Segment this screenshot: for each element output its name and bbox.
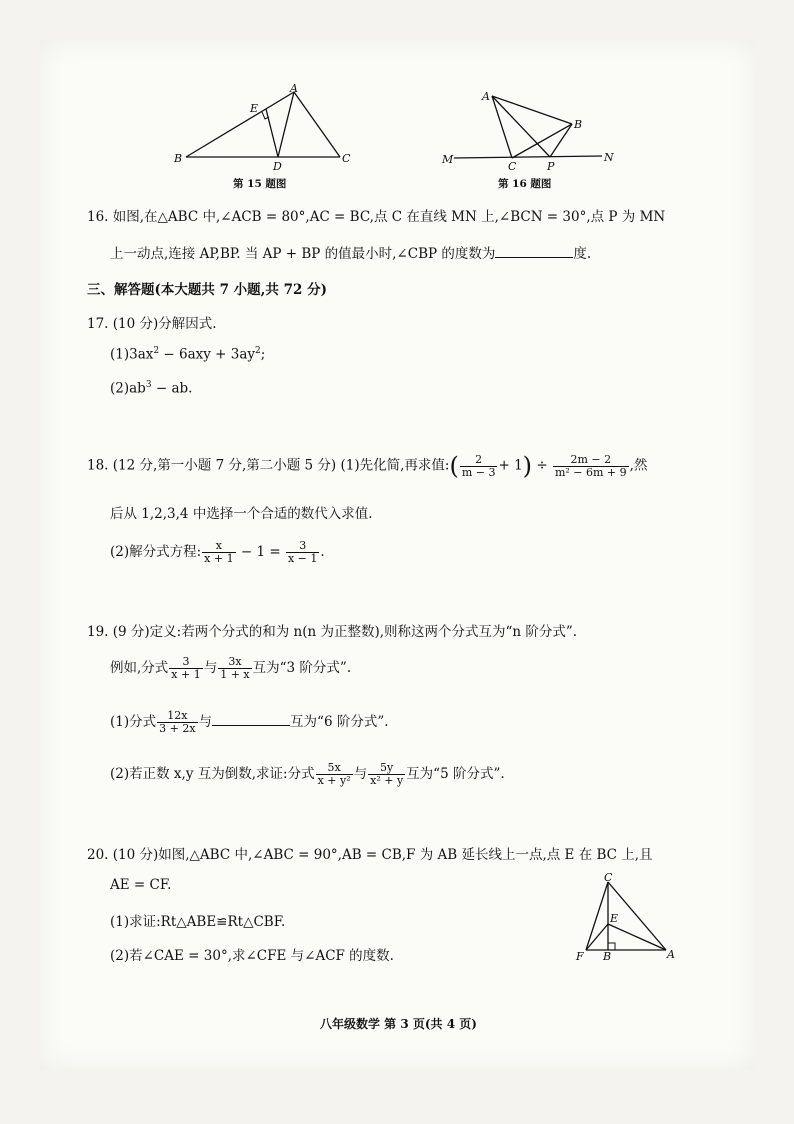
q17-p1-sup-a: 2 <box>153 346 160 356</box>
q17-p1-prefix: (1)3ax <box>110 346 154 363</box>
q19-ex-with: 与 <box>203 660 218 676</box>
q19-ex-frac1: $\frac{3}{x + 1}$ <box>171 655 201 681</box>
fig16-label-n: N <box>604 151 614 164</box>
q19-p2-frac2: $\frac{5y}{\text{x² + y}}$ <box>370 761 404 787</box>
fig20-label-a: A <box>667 948 675 961</box>
q18-eq-frac2: $\frac{3}{x - 1}$ <box>287 539 318 565</box>
q18-eq-mid: − 1 = <box>236 544 285 560</box>
q19-part2 <box>110 762 505 787</box>
q18-line1: 18. (12 分,第一小题 7 分,第二小题 5 分) (1)先化简,再求值:( $\frac{2}{m - 3}$ + 1) ÷ $\frac{2m - 2}{\text{m² − 6m + 9}}$ ,然 <box>87 452 648 480</box>
q17-part2 <box>110 380 192 397</box>
q17-p2-sup: 3 <box>145 380 152 390</box>
fig15-label-a: A <box>290 82 298 95</box>
q16-line1: 16. 如图,在△ABC 中,∠ACB = 80°,AC = BC,点 C 在直线 MN 上,∠BCN = 30°,点 P 为 MN <box>87 209 666 225</box>
q18-plus1: + 1 <box>498 457 523 474</box>
q16-line2-end: 度. <box>573 246 592 262</box>
q18-line2: 后从 1,2,3,4 中选择一个合适的数代入求值. <box>110 506 373 522</box>
q18-part2 <box>110 540 325 565</box>
q19-answer-blank[interactable] <box>212 713 290 726</box>
q16-line2-text: 上一动点,连接 AP,BP. 当 AP + BP 的值最小时,∠CBP 的度数为 <box>110 246 496 262</box>
q17-p1-sup-b: 2 <box>255 346 261 356</box>
q17-part1 <box>110 346 265 363</box>
fig20-label-f: F <box>576 950 584 963</box>
fig20-label-b: B <box>603 950 612 963</box>
q18-eq-end: . <box>320 544 325 560</box>
q19-ex-frac2: $\frac{3x}{1 + x}$ <box>220 655 250 681</box>
fig15-label-e: E <box>250 102 259 115</box>
fig20-label-c: C <box>604 872 613 884</box>
q19-example <box>110 656 351 681</box>
q18-line1-prefix: 18. (12 分,第一小题 7 分,第二小题 5 分) (1)先化简,再求值: <box>87 457 450 474</box>
q19-p1-with: 与 <box>198 714 213 730</box>
q20-part1: (1)求证:Rt△ABE≌Rt△CBF. <box>110 914 286 930</box>
q19-p1-prefix: (1)分式 <box>110 714 157 730</box>
q17-p1-mid: − 6axy + 3ay <box>159 346 256 363</box>
q18-p2-prefix: (2)解分式方程: <box>110 544 202 560</box>
page-footer: 八年级数学 第 3 页(共 4 页) <box>320 1017 477 1031</box>
fig20-label-e: E <box>610 912 619 925</box>
fig16-label-c: C <box>508 160 517 170</box>
q18-eq-frac1: $\frac{x}{x + 1}$ <box>204 539 234 565</box>
q19-ex-end: 互为“3 阶分式”. <box>252 660 352 676</box>
figure-20 <box>572 872 682 964</box>
fig16-caption: 第 16 题图 <box>498 178 552 190</box>
figure-15 <box>170 82 360 172</box>
q18-line1-end: ,然 <box>629 457 648 474</box>
q19-p2-frac1: $\frac{5x}{\text{x + y²}}$ <box>317 761 351 787</box>
q16-line2 <box>110 242 591 262</box>
q19-p2-end: 互为“5 阶分式”. <box>406 766 505 782</box>
q19-part1 <box>110 710 389 735</box>
q18-frac2: $\frac{2m - 2}{\text{m² − 6m + 9}}$ <box>554 452 627 479</box>
q20-line2: AE = CF. <box>110 877 172 893</box>
q18-div: ÷ <box>536 457 548 474</box>
fig16-label-a: A <box>482 90 490 103</box>
q19-p2-with: 与 <box>353 766 368 782</box>
fig16-label-m: M <box>442 153 454 166</box>
q19-line1: 19. (9 分)定义:若两个分式的和为 n(n 为正整数),则称这两个分式互为“n 阶分式”. <box>87 624 578 640</box>
q16-answer-blank[interactable] <box>495 245 573 258</box>
q20-line1: 20. (10 分)如图,△ABC 中,∠ABC = 90°,AB = CB,F 为 AB 延长线上一点,点 E 在 BC 上,且 <box>87 847 653 863</box>
fig16-label-b: B <box>574 118 583 131</box>
q17-title: 17. (10 分)分解因式. <box>87 316 217 332</box>
q17-p1-end: ; <box>260 346 266 363</box>
fig15-caption: 第 15 题图 <box>233 178 287 190</box>
section-3-heading: 三、解答题(本大题共 7 小题,共 72 分) <box>87 282 327 298</box>
q19-p2-prefix: (2)若正数 x,y 互为倒数,求证:分式 <box>110 766 315 782</box>
q17-p2-end: − ab. <box>151 380 193 397</box>
q20-part2: (2)若∠CAE = 30°,求∠CFE 与∠ACF 的度数. <box>110 948 394 964</box>
fig16-label-p: P <box>547 160 555 170</box>
fig15-label-c: C <box>342 152 351 165</box>
fig15-label-d: D <box>273 160 282 172</box>
q19-ex-prefix: 例如,分式 <box>110 660 169 676</box>
fig15-label-b: B <box>174 152 183 165</box>
q19-p1-frac: $\frac{12x}{3 + 2x}$ <box>159 709 196 735</box>
q19-p1-end: 互为“6 阶分式”. <box>290 714 389 730</box>
q18-frac1: $\frac{2}{m - 3}$ <box>461 452 496 479</box>
q17-p2-prefix: (2)ab <box>110 380 146 397</box>
figure-16 <box>440 86 630 170</box>
